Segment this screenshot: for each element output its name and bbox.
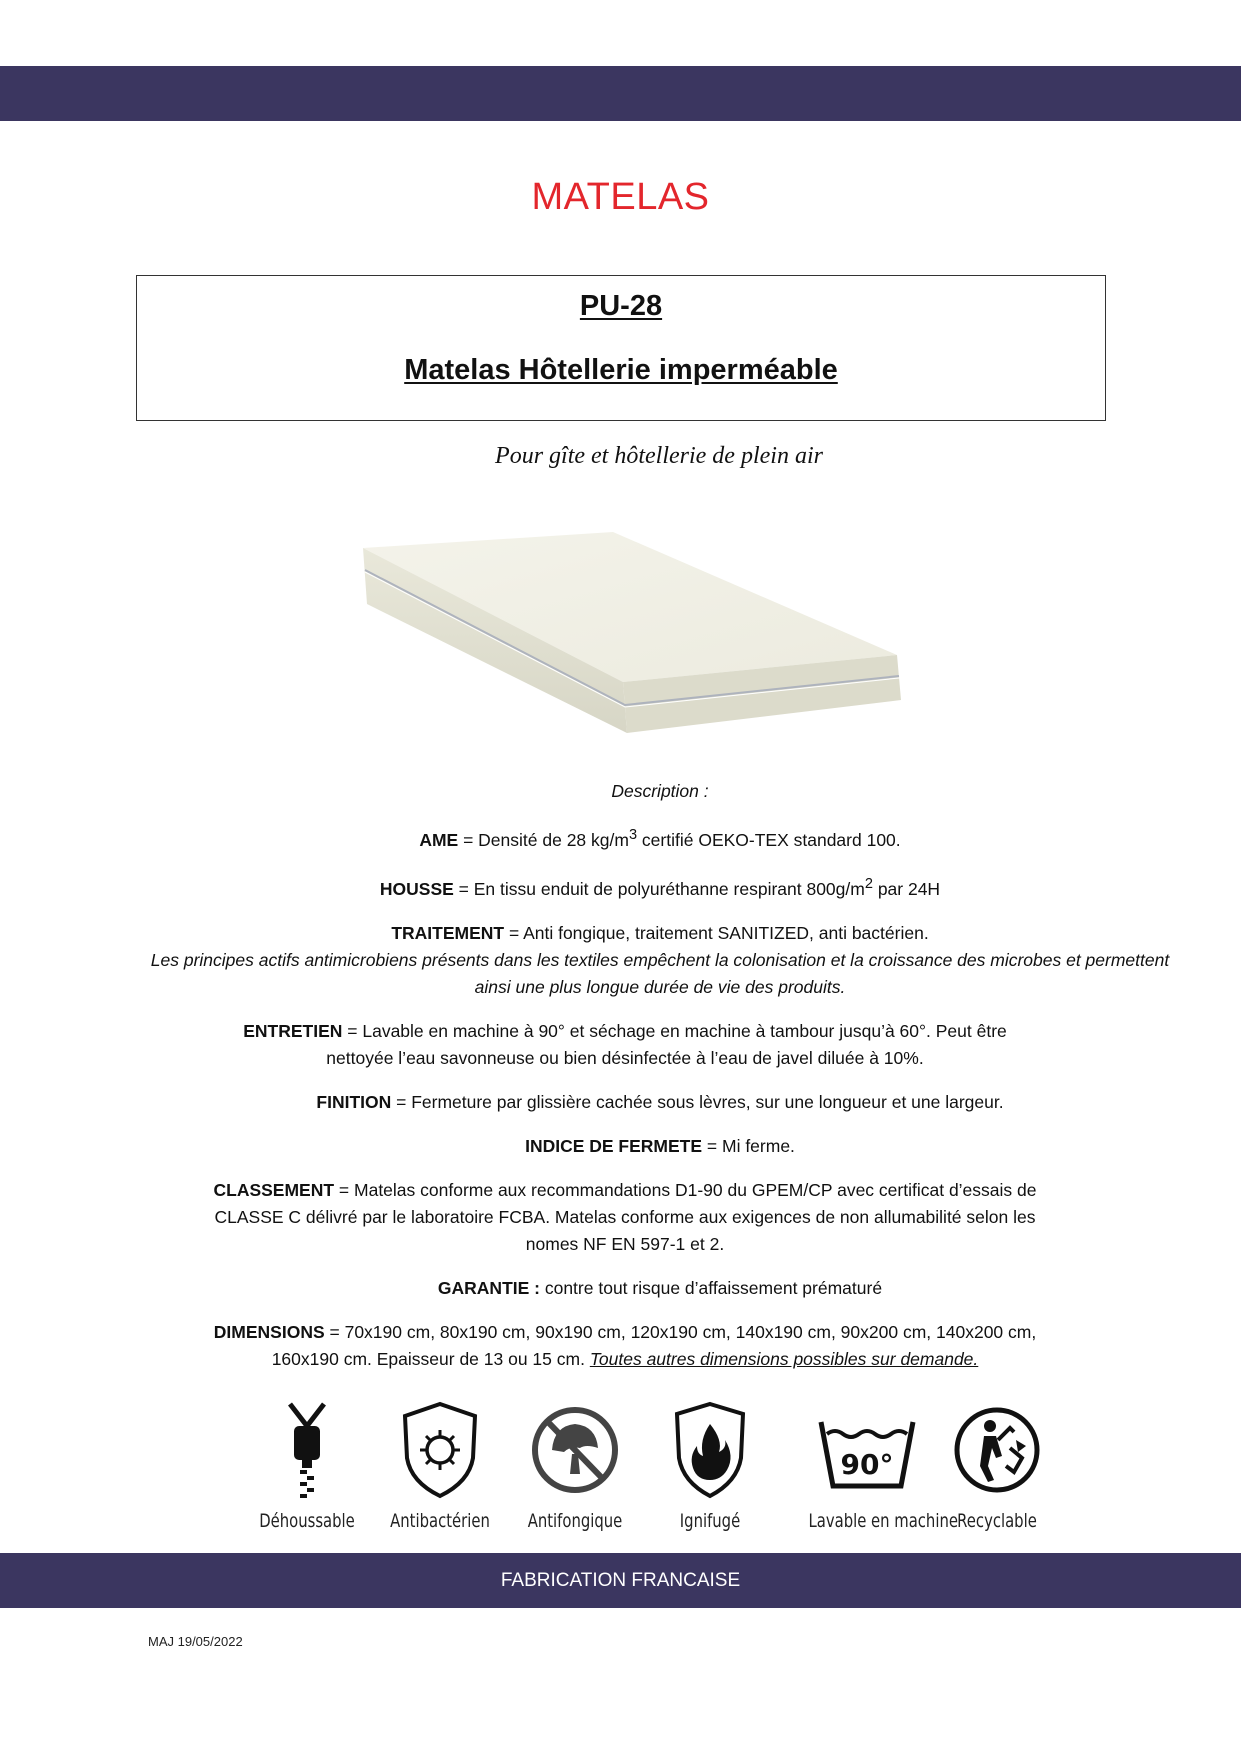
feature-label: Recyclable [957,1510,1037,1532]
fermete-label: INDICE DE FERMETE [525,1135,703,1156]
classement-line [150,1177,1170,1258]
fermete-text: = Mi ferme. [702,1135,795,1156]
feature-item [232,1400,382,1532]
entretien-line [150,1018,1170,1072]
traitement-line [150,920,1170,1001]
feature-item [500,1400,650,1532]
dimensions-label: DIMENSIONS [213,1321,325,1342]
wash-90-icon [817,1400,917,1500]
flame-shield-icon [665,1400,755,1500]
product-code: PU-28 [579,290,663,322]
housse-text: = En tissu enduit de polyuréthanne respirant 800g/m [453,878,865,899]
feature-item [635,1400,785,1532]
finition-text: = Fermeture par glissière cachée sous lèvres, sur une longueur et une largeur. [391,1091,1004,1112]
ame-line [150,822,1170,854]
ame-text-after: certifié OEKO-TEX standard 100. [637,829,901,850]
entretien-label: ENTRETIEN [243,1020,343,1041]
finition-line [150,1089,1170,1116]
entretien-text: = Lavable en machine à 90° et séchage en machine à tambour jusqu’à 60°. Peut être nettoyée l’eau savonneuse ou bien désinfectée à l’eau de javel diluée à 10%. [326,1020,1007,1068]
feature-label: Antibactérien [390,1510,490,1532]
ame-sup: 3 [628,827,638,843]
update-date: MAJ 19/05/2022 [148,1634,243,1649]
traitement-text: = Anti fongique, traitement SANITIZED, anti bactérien. [504,922,929,943]
feature-label: Antifongique [527,1510,623,1532]
housse-sup: 2 [864,875,873,892]
fermete-line [150,1133,1170,1160]
ame-label: AME [419,829,459,850]
feature-label: Déhoussable [259,1510,355,1532]
antibacterial-shield-icon [395,1400,485,1500]
feature-item [792,1400,958,1532]
dimensions-line [150,1319,1170,1373]
housse-text-after: par 24H [872,878,941,899]
feature-label: Ignifugé [679,1510,741,1532]
feature-item [365,1400,515,1532]
dimensions-note: Toutes autres dimensions possibles sur demande. [589,1348,979,1369]
feature-icons [250,1400,1090,1540]
product-subtitle: Pour gîte et hôtellerie de plein air [495,443,823,469]
feature-label: Lavable en machine [808,1510,958,1532]
recycle-icon [952,1400,1042,1500]
dimensions-text: = 70x190 cm, 80x190 cm, 90x190 cm, 120x190 cm, 140x190 cm, 90x200 cm, 140x200 cm, 160x190 cm. Epaisseur de 13 ou 15 cm. [271,1321,1037,1369]
garantie-text: contre tout risque d’affaissement prématuré [539,1277,883,1298]
classement-label: CLASSEMENT [213,1179,335,1200]
traitement-note: Les principes actifs antimicrobiens présents dans les textiles empêchent la colonisation et la croissance des microbes et permettent ainsi une plus longue durée de vie des produits. [150,949,1170,997]
category-title: MATELAS [531,176,710,218]
antifungal-icon [530,1400,620,1500]
housse-line [150,871,1170,903]
garantie-label: GARANTIE : [437,1277,540,1298]
top-band [0,66,1241,121]
classement-text: = Matelas conforme aux recommandations D1-90 du GPEM/CP avec certificat d’essais de CLASSE C délivré par le laboratoire FCBA. Matelas conforme aux exigences de non allumabilité selon les nomes NF EN 597-1 et 2. [214,1179,1037,1254]
feature-item [922,1400,1072,1532]
mattress-photo [345,520,915,750]
product-name: Matelas Hôtellerie imperméable [404,354,838,386]
garantie-line [150,1275,1170,1302]
ame-text: = Densité de 28 kg/m [458,829,629,850]
zipper-icon [262,1400,352,1500]
description [150,778,1170,1390]
bottom-banner: FABRICATION FRANCAISE [0,1553,1241,1608]
traitement-label: TRAITEMENT [391,922,505,943]
wash-temperature: 90° [840,1448,894,1481]
product-title-box [136,275,1106,421]
finition-label: FINITION [316,1091,392,1112]
description-heading: Description : [611,781,709,801]
housse-label: HOUSSE [379,878,454,899]
